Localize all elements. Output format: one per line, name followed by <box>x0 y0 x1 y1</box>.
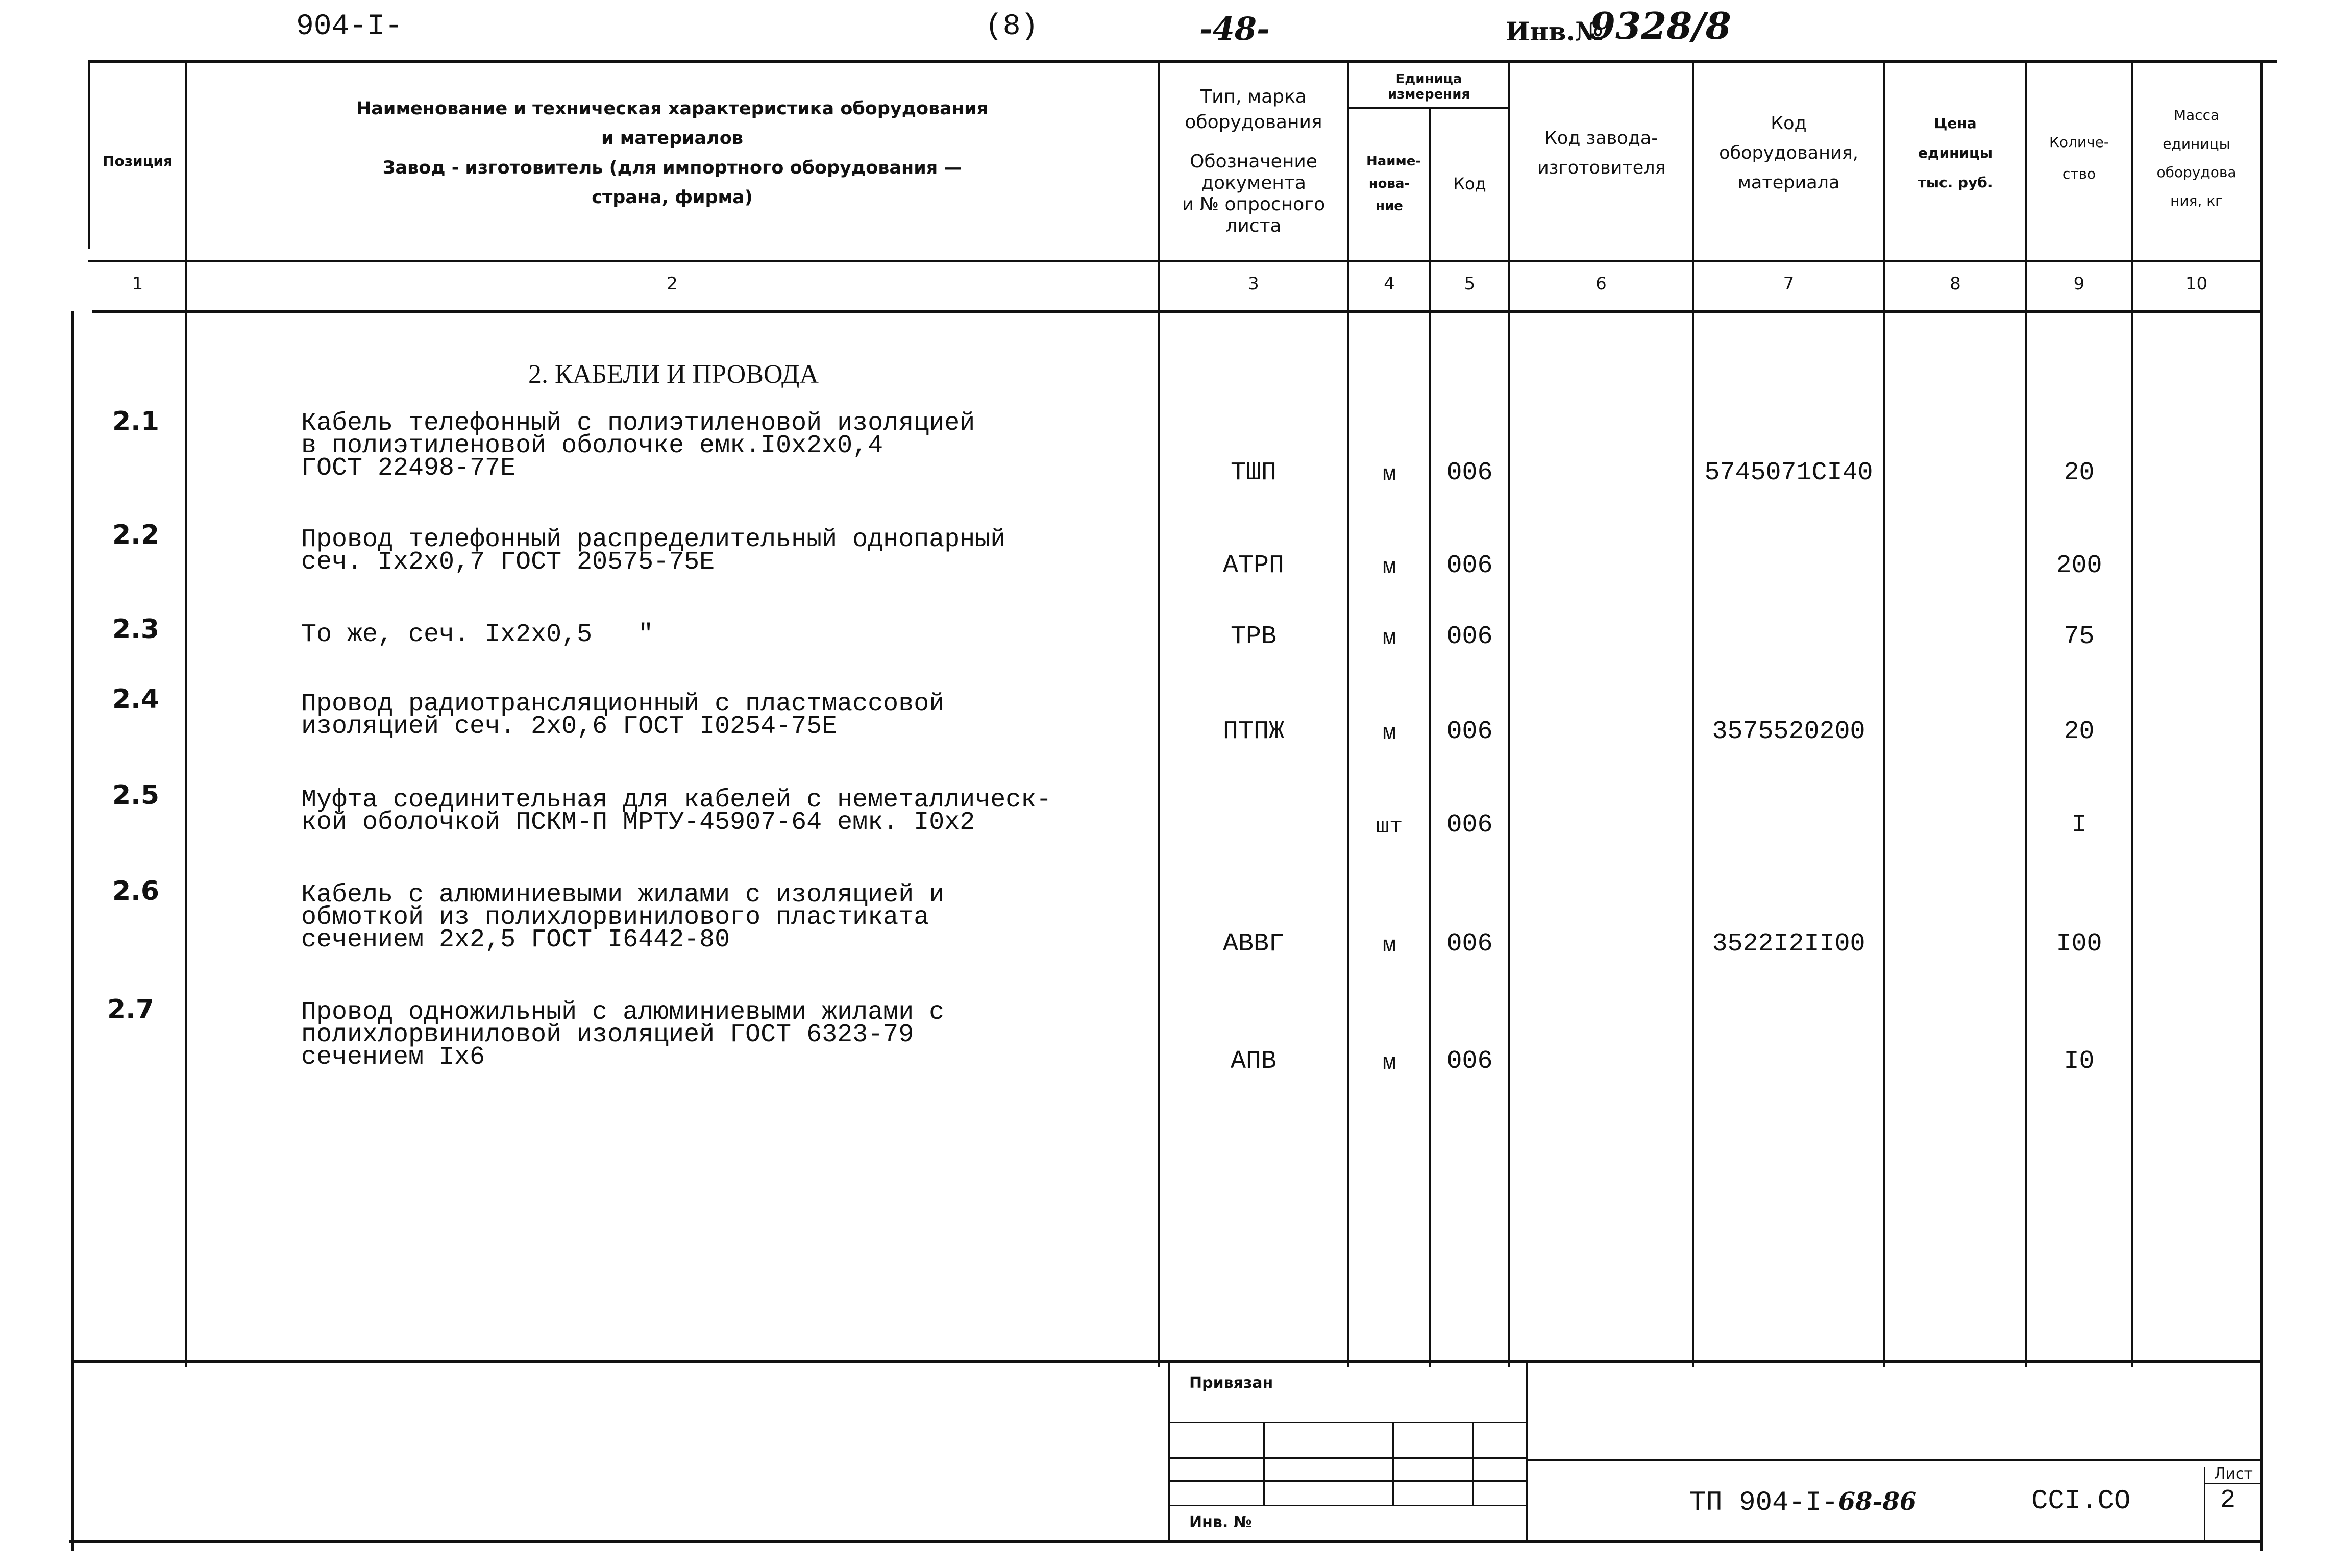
row-quantity: I00 <box>2056 929 2102 959</box>
row-unit: м <box>1382 626 1396 651</box>
row-equipment-code: 3575520200 <box>1712 717 1865 746</box>
row-unit: м <box>1382 1050 1396 1076</box>
row-type: ПТПЖ <box>1222 717 1285 746</box>
row-position: 2.4 <box>112 684 160 715</box>
col-number-5: 5 <box>1464 274 1476 294</box>
row-unit-code: 006 <box>1446 458 1493 487</box>
col-number-3: 3 <box>1248 274 1259 294</box>
row-position: 2.6 <box>112 876 160 906</box>
row-type: ТРВ <box>1230 622 1276 651</box>
col-header-unit-group: Единица измерения <box>1387 71 1470 102</box>
privyazan-label: Привязан <box>1189 1374 1273 1392</box>
col-header-document: Обозначение документа и № опросного листа <box>1182 151 1325 236</box>
row-description: То же, сеч. Ix2x0,5 " <box>301 620 654 649</box>
row-equipment-code: 5745071CI40 <box>1704 458 1873 487</box>
row-unit-code: 006 <box>1446 929 1493 959</box>
col-header-unit-code: Код <box>1453 174 1486 193</box>
col-number-10: 10 <box>2185 274 2208 294</box>
row-quantity: 20 <box>2064 458 2095 487</box>
col-number-6: 6 <box>1595 274 1607 294</box>
sheet-code: CCI.CO <box>2031 1486 2131 1517</box>
row-unit: м <box>1382 462 1396 487</box>
col-header-type: Тип, марка оборудования <box>1185 86 1322 133</box>
series-code: 904-I- <box>296 10 403 43</box>
col-number-4: 4 <box>1384 274 1395 294</box>
row-description: Провод одножильный с алюминиевыми жилами с полихлорвиниловой изоляцией ГОСТ 6323-79 сечением Ix6 <box>301 998 945 1072</box>
document-code: ТП 904-I-68-86 <box>1689 1487 1917 1518</box>
col-header-equipment-code: Код оборудования, материала <box>1719 113 1858 193</box>
row-position: 2.1 <box>112 406 160 437</box>
page-number: -48- <box>1199 10 1270 47</box>
row-description: Муфта соединительная для кабелей с неметаллическ- кой оболочкой ПСКМ-П МРТУ-45907-64 емк. I0x2 <box>301 786 1052 837</box>
row-equipment-code: 3522I2II00 <box>1712 929 1865 959</box>
row-quantity: 75 <box>2064 622 2095 651</box>
row-description: Провод радиотрансляционный с пластмассовой изоляцией сеч. 2x0,6 ГОСТ I0254-75Е <box>301 690 945 741</box>
sheet-number: 2 <box>2220 1486 2236 1515</box>
row-unit-code: 006 <box>1446 551 1493 580</box>
col-header-position: Позиция <box>103 152 173 169</box>
col-number-9: 9 <box>2073 274 2085 294</box>
col-number-1: 1 <box>132 274 143 294</box>
row-quantity: I0 <box>2064 1047 2095 1076</box>
row-position: 2.2 <box>112 520 160 550</box>
sheet-label: Лист <box>2214 1465 2253 1483</box>
row-unit: м <box>1382 555 1396 580</box>
row-position: 2.5 <box>112 780 160 811</box>
section-title: 2. КАБЕЛИ И ПРОВОДА <box>528 360 819 389</box>
col-number-2: 2 <box>667 274 678 294</box>
row-quantity: 200 <box>2056 551 2102 580</box>
row-unit-code: 006 <box>1446 1047 1493 1076</box>
col-header-unit-name: Наиме- нова- ние <box>1366 154 1421 214</box>
row-position: 2.7 <box>107 994 155 1025</box>
inventory-number-label: Инв. № <box>1189 1513 1252 1531</box>
row-description: Кабель с алюминиевыми жилами с изоляцией и обмоткой из полихлорвинилового пластиката сечением 2x2,5 ГОСТ I6442-80 <box>301 880 945 954</box>
col-header-name: Наименование и техническая характеристика оборудования и материалов Завод - изготовитель (для импортного оборудования — страна, фирма) <box>356 99 988 208</box>
col-header-price: Цена единицы тыс. руб. <box>1918 115 1993 191</box>
row-description: Провод телефонный распределительный однопарный сеч. Ix2x0,7 ГОСТ 20575-75Е <box>301 525 1006 577</box>
row-unit: шт <box>1376 814 1403 840</box>
page-in-parens: (8) <box>985 10 1039 43</box>
row-type: АТРП <box>1222 551 1285 580</box>
row-unit-code: 006 <box>1446 622 1493 651</box>
inventory-number: 9328/8 <box>1590 4 1731 47</box>
row-unit: м <box>1382 721 1396 746</box>
row-description: Кабель телефонный с полиэтиленовой изоляцией в полиэтиленовой оболочке емк.I0x2x0,4 ГОСТ 22498-77Е <box>301 409 975 483</box>
row-type: АВВГ <box>1222 929 1285 959</box>
col-header-mass: Масса единицы оборудова ния, кг <box>2156 107 2237 209</box>
row-position: 2.3 <box>112 614 160 645</box>
inventory-label: Инв.№ <box>1506 16 1603 46</box>
row-type: ТШП <box>1230 458 1276 487</box>
col-number-8: 8 <box>1950 274 1961 294</box>
col-header-quantity: Количе- ство <box>2049 134 2109 182</box>
row-unit-code: 006 <box>1446 811 1493 840</box>
row-quantity: I <box>2071 811 2087 840</box>
col-header-factory-code: Код завода- изготовителя <box>1537 128 1666 178</box>
row-type: АПВ <box>1230 1047 1276 1076</box>
row-unit: м <box>1382 933 1396 959</box>
row-unit-code: 006 <box>1446 717 1493 746</box>
row-quantity: 20 <box>2064 717 2095 746</box>
col-number-7: 7 <box>1783 274 1795 294</box>
